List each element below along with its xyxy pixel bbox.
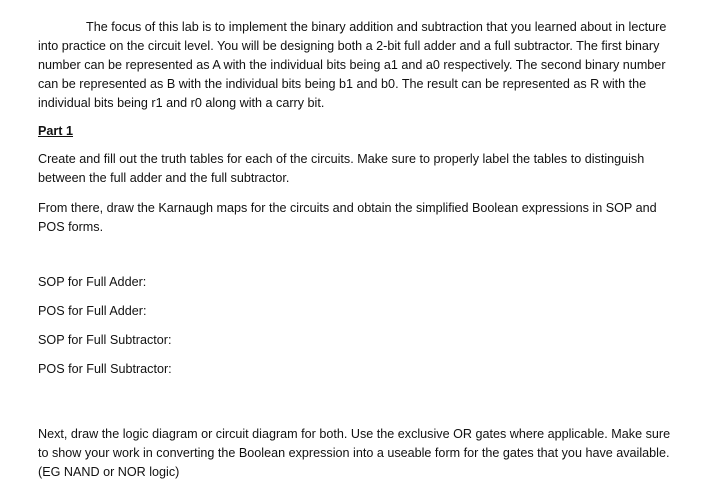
sop-full-subtractor-label: SOP for Full Subtractor: <box>38 333 172 347</box>
part-1-heading: Part 1 <box>38 124 74 138</box>
intro-paragraph: The focus of this lab is to implement the binary addition and subtraction that you learned about in lecture into practice on the circuit level. You will be designing both a 2-bit full adder and a full subtractor. The first binary number can be represented as A with the individual bits being a1 and a0 respectively. The second binary number can be represented as B with the individual bits being b1 and b0. The result can be represented as R with the individual bits being r1 and r0 along with a carry bit. <box>38 20 667 110</box>
spacer <box>38 237 678 273</box>
pos-full-subtractor-label: POS for Full Subtractor: <box>38 362 172 376</box>
pos-full-adder-label: POS for Full Adder: <box>38 304 147 318</box>
karnaugh-map-instructions: From there, draw the Karnaugh maps for the circuits and obtain the simplified Boolean expressions in SOP and POS forms. <box>38 201 657 234</box>
logic-diagram-instructions: Next, draw the logic diagram or circuit diagram for both. Use the exclusive OR gates where applicable. Make sure to show your work in converting the Boolean expression into a useable form for the gates that you have available. (EG NAND or NOR logic) <box>38 427 671 479</box>
sop-full-adder-label: SOP for Full Adder: <box>38 275 147 289</box>
document-body <box>38 18 678 482</box>
spacer <box>38 379 678 425</box>
answer-fields <box>38 273 678 379</box>
truth-table-instructions: Create and fill out the truth tables for each of the circuits. Make sure to properly label the tables to distinguish between the full adder and the full subtractor. <box>38 152 645 185</box>
